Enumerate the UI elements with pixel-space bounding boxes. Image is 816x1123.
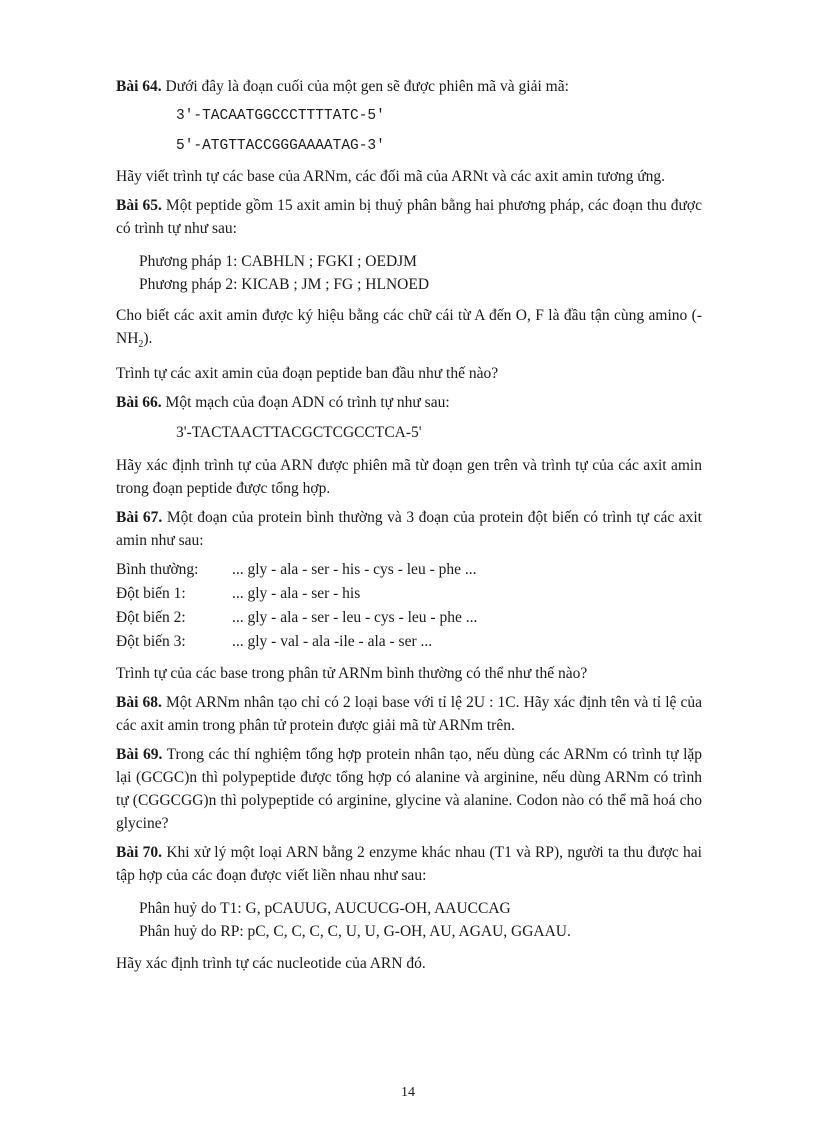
table-row	[116, 558, 477, 582]
exercise-68	[116, 691, 702, 737]
row-label: Bình thường:	[116, 561, 199, 579]
table-row	[116, 630, 477, 654]
amino-sequence: ... gly - ala - ser - his - cys - leu - phe ...	[232, 561, 477, 579]
table-row	[116, 606, 477, 630]
exercise-text: Một mạch của đoạn ADN có trình tự như sau:	[161, 394, 450, 412]
exercise-text: Dưới đây là đoạn cuối của một gen sẽ được phiên mã và giải mã:	[161, 78, 569, 95]
dna-sequence-3-5: 3'-TACAATGGCCCTTTTATC-5'	[176, 108, 385, 124]
exercise-text: Một ARNm nhân tạo chỉ có 2 loại base với tỉ lệ 2U : 1C. Hãy xác định tên và tỉ lệ của các axit amin trong phân tử protein được giải mã từ ARNm trên.	[116, 694, 702, 735]
exercise-number: Bài 66.	[116, 394, 162, 412]
exercise-text: Trong các thí nghiệm tổng hợp protein nhân tạo, nếu dùng các ARNm có trình tự lặp lại (GCGC)n thì polypeptide được tổng hợp có alanine và arginine, nếu dùng ARNm có trình tự (CGGCGG)n thì polypeptide có arginine, glycine và alanine. Codon nào có thể mã hoá cho glycine?	[116, 746, 703, 833]
exercise-number: Bài 67.	[116, 509, 163, 527]
exercise-question: Hãy viết trình tự các base của ARNm, các đối mã của ARNt và các axit amin tương ứng.	[116, 168, 666, 185]
dna-sequence-5-3: 5'-ATGTTACCGGGAAAATAG-3'	[176, 138, 385, 154]
digest-rp: Phân huỷ do RP: pC, C, C, C, C, U, U, G-OH, AU, AGAU, GGAAU.	[139, 923, 571, 941]
row-label: Đột biến 1:	[116, 585, 186, 603]
exercise-70	[116, 841, 702, 887]
amino-sequence: ... gly - val - ala -ile - ala - ser ...	[232, 633, 433, 651]
exercise-question: Hãy xác định trình tự của ARN được phiên mã từ đoạn gen trên và trình tự của các axit amin trong đoạn peptide được tổng hợp.	[116, 457, 702, 498]
exercise-question: Hãy xác định trình tự các nucleotide của ARN đó.	[116, 955, 426, 973]
exercise-65	[116, 194, 702, 240]
exercise-question: Trình tự của các base trong phân tử ARNm bình thường có thể như thế nào?	[116, 665, 588, 683]
row-label: Đột biến 2:	[116, 609, 186, 627]
page-body	[116, 75, 702, 981]
exercise-question: Trình tự các axit amin của đoạn peptide ban đầu như thế nào?	[116, 365, 499, 383]
page-number: 14	[401, 1085, 415, 1100]
amino-sequence: ... gly - ala - ser - his	[232, 585, 361, 603]
exercise-text: Khi xử lý một loại ARN bằng 2 enzyme khác nhau (T1 và RP), người ta thu được hai tập hợp của các đoạn được viết liền nhau như sau:	[116, 844, 702, 885]
exercise-64	[116, 75, 702, 98]
table-row	[116, 582, 477, 606]
exercise-note: Cho biết các axit amin được ký hiệu bằng các chữ cái từ A đến O, F là đầu tận cùng amino $(-NH_2)$.	[116, 307, 702, 351]
exercise-text: Một peptide gồm 15 axit amin bị thuỷ phân bằng hai phương pháp, các đoạn thu được có trình tự như sau:	[116, 197, 702, 237]
dna-strand: 3'-TACTAACTTACGCTCGCCTCA-5'	[176, 424, 422, 442]
exercise-67	[116, 506, 702, 552]
amino-sequence: ... gly - ala - ser - leu - cys - leu - phe ...	[232, 609, 478, 627]
exercise-number: Bài 68.	[116, 694, 162, 712]
method-1: Phương pháp 1: CABHLN ; FGKI ; OEDJM	[139, 253, 417, 270]
exercise-number: Bài 64.	[116, 78, 162, 95]
exercise-number: Bài 65.	[116, 197, 162, 214]
digest-t1: Phân huỷ do T1: G, pCAUUG, AUCUCG-OH, AAUCCAG	[139, 900, 511, 918]
method-2: Phương pháp 2: KICAB ; JM ; FG ; HLNOED	[139, 276, 430, 293]
exercise-66	[116, 391, 702, 414]
exercise-number: Bài 70.	[116, 844, 163, 862]
row-label: Đột biến 3:	[116, 633, 186, 651]
mutation-table	[116, 558, 477, 654]
exercise-69	[116, 743, 702, 835]
exercise-number: Bài 69.	[116, 746, 163, 764]
exercise-text: Một đoạn của protein bình thường và 3 đoạn của protein đột biến có trình tự các axit amin như sau:	[116, 509, 702, 550]
